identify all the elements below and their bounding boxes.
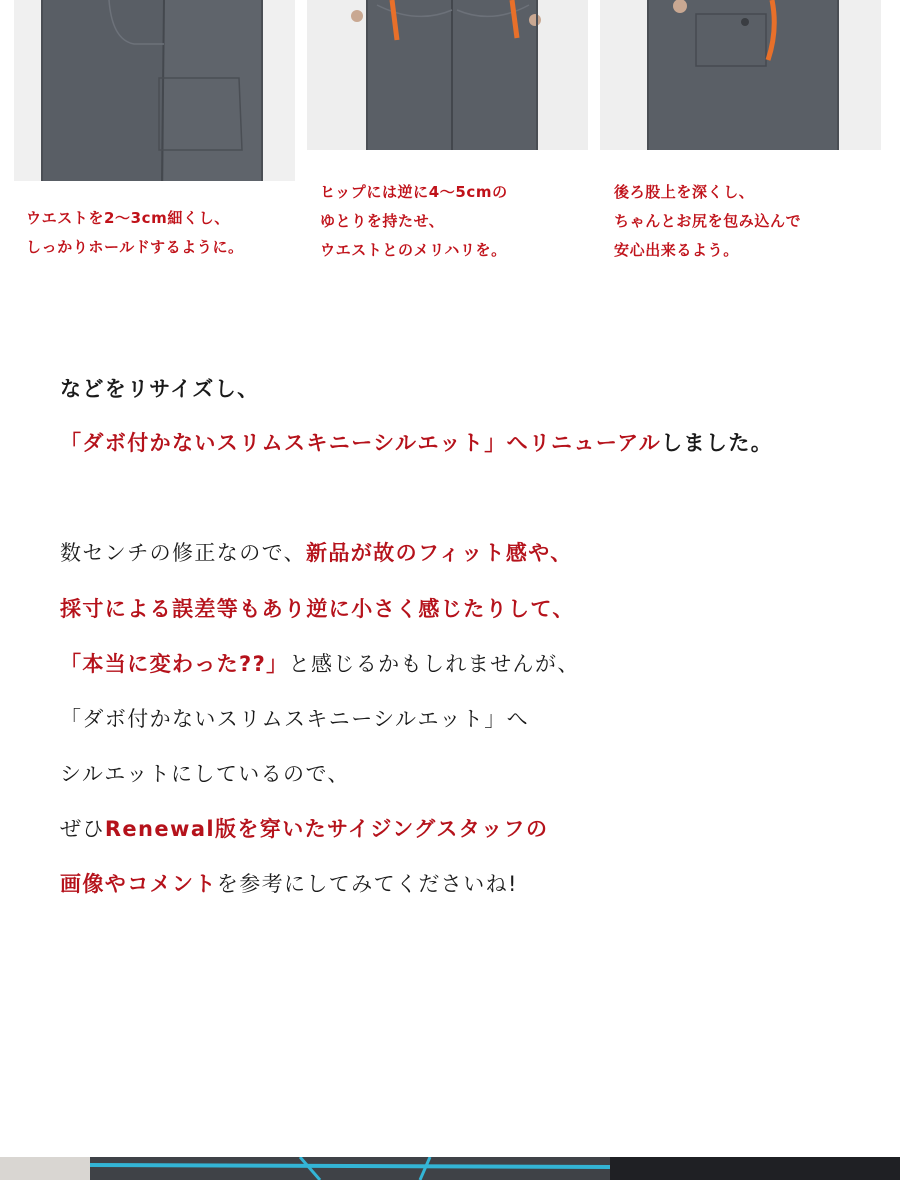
body-line-measurement (60, 594, 575, 624)
body-line-silhouette-cont (60, 759, 350, 789)
caption-back-rise (614, 178, 801, 265)
caption-hip-line: ヒップには逆に4〜5cmの (320, 183, 508, 201)
body-line-really-changed (60, 649, 580, 679)
body-text: と感じるかもしれませんが、 (288, 652, 580, 676)
photo-back-rise (600, 0, 881, 150)
highlight-text: 新品が故のフィット感や、 (305, 541, 573, 565)
highlight-text: 採寸による誤差等もあり逆に小さく感じたりして、 (60, 597, 575, 621)
body-line-fit (60, 538, 573, 568)
body-text: を参考にしてみてくださいね! (216, 872, 518, 896)
body-line-resize (60, 374, 260, 404)
highlight-text: 「本当に変わった??」 (60, 652, 289, 676)
caption-waist-line: ウエストを2〜3cm細くし、 (26, 209, 230, 227)
photo-hip-back (307, 0, 588, 150)
highlight-text: Renewal版を穿いたサイジングスタッフの (104, 817, 549, 841)
caption-waist (26, 204, 244, 262)
body-line-renewal (60, 428, 773, 458)
body-text: シルエットにしているので、 (60, 762, 350, 786)
photo-next-section (0, 1157, 900, 1180)
caption-hip (320, 178, 508, 265)
body-text: 数センチの修正なので、 (60, 541, 306, 565)
body-text: ぜひ (60, 817, 105, 841)
body-text: 「ダボ付かないスリムスキニーシルエット」へ (60, 707, 530, 731)
body-line-comments (60, 869, 518, 899)
body-line-silhouette (60, 704, 529, 734)
caption-hip-line: ゆとりを持たせ、 (320, 212, 445, 230)
highlight-text: 「ダボ付かないスリムスキニーシルエット」へリニューアル (60, 431, 662, 455)
caption-back-rise-line: 安心出来るよう。 (614, 241, 739, 259)
caption-back-rise-line: 後ろ股上を深くし、 (614, 183, 755, 201)
highlight-text: 画像やコメント (60, 872, 217, 896)
body-text: しました。 (661, 431, 774, 455)
caption-back-rise-line: ちゃんとお尻を包み込んで (614, 212, 802, 230)
photo-waist-front (14, 0, 295, 181)
body-text: などをリサイズし、 (60, 377, 260, 401)
caption-hip-line: ウエストとのメリハリを。 (320, 241, 507, 259)
body-line-staff (60, 814, 548, 844)
caption-waist-line: しっかりホールドするように。 (26, 238, 244, 256)
